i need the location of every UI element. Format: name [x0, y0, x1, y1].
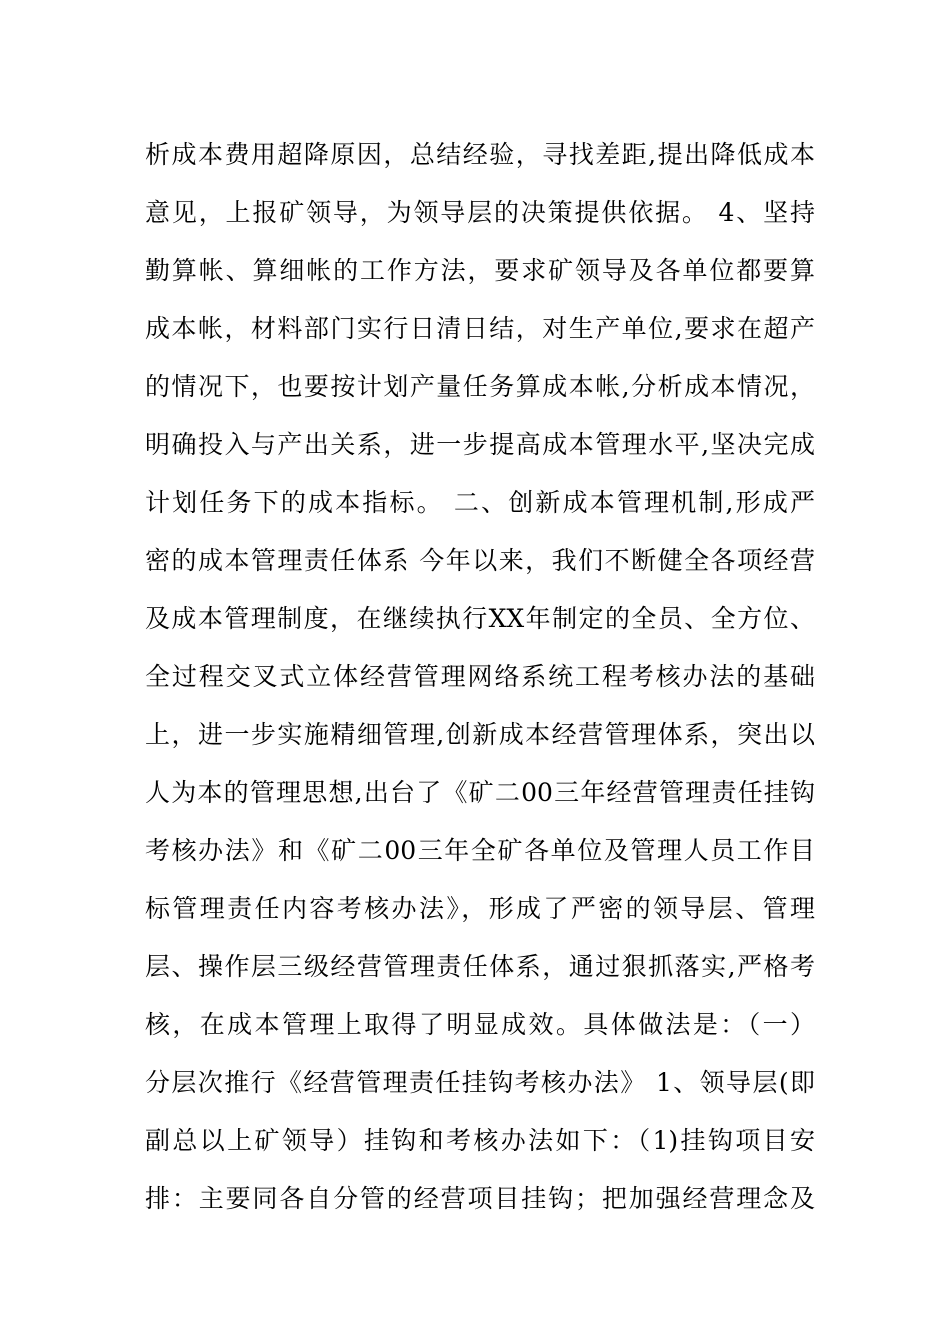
- text-line: 上，进一步实施精细管理,创新成本经营管理体系，突出以: [145, 720, 815, 749]
- text-line: 及成本管理制度，在继续执行XX年制定的全员、全方位、: [145, 604, 815, 633]
- text-line: 核，在成本管理上取得了明显成效。具体做法是：（一）: [145, 1010, 815, 1039]
- text-line: 析成本费用超降原因，总结经验，寻找差距,提出降低成本: [145, 140, 815, 169]
- text-line: 明确投入与产出关系，进一步提高成本管理水平,坚决完成: [145, 430, 815, 459]
- body-text: [145, 126, 815, 1228]
- text-line: 标管理责任内容考核办法》，形成了严密的领导层、管理: [145, 894, 815, 923]
- text-line: 计划任务下的成本指标。 二、创新成本管理机制,形成严: [145, 488, 815, 517]
- text-line: 层、操作层三级经营管理责任体系，通过狠抓落实,严格考: [145, 952, 815, 981]
- text-line: 排：主要同各自分管的经营项目挂钩；把加强经营理念及: [145, 1184, 815, 1213]
- text-line: 的情况下，也要按计划产量任务算成本帐,分析成本情况，: [145, 372, 815, 401]
- text-line: 勤算帐、算细帐的工作方法，要求矿领导及各单位都要算: [145, 256, 815, 285]
- text-line: 全过程交叉式立体经营管理网络系统工程考核办法的基础: [145, 662, 815, 691]
- text-line: 考核办法》和《矿二00三年全矿各单位及管理人员工作目: [145, 836, 815, 865]
- text-line: 分层次推行《经营管理责任挂钩考核办法》 1、领导层(即: [145, 1068, 815, 1097]
- text-line: 意见，上报矿领导，为领导层的决策提供依据。 4、坚持: [145, 198, 815, 227]
- text-line: 副总以上矿领导）挂钩和考核办法如下：（1)挂钩项目安: [145, 1126, 815, 1155]
- text-line: 密的成本管理责任体系 今年以来，我们不断健全各项经营: [145, 546, 815, 575]
- text-line: 成本帐，材料部门实行日清日结，对生产单位,要求在超产: [145, 314, 815, 343]
- text-line: 人为本的管理思想,出台了《矿二00三年经营管理责任挂钩: [145, 778, 815, 807]
